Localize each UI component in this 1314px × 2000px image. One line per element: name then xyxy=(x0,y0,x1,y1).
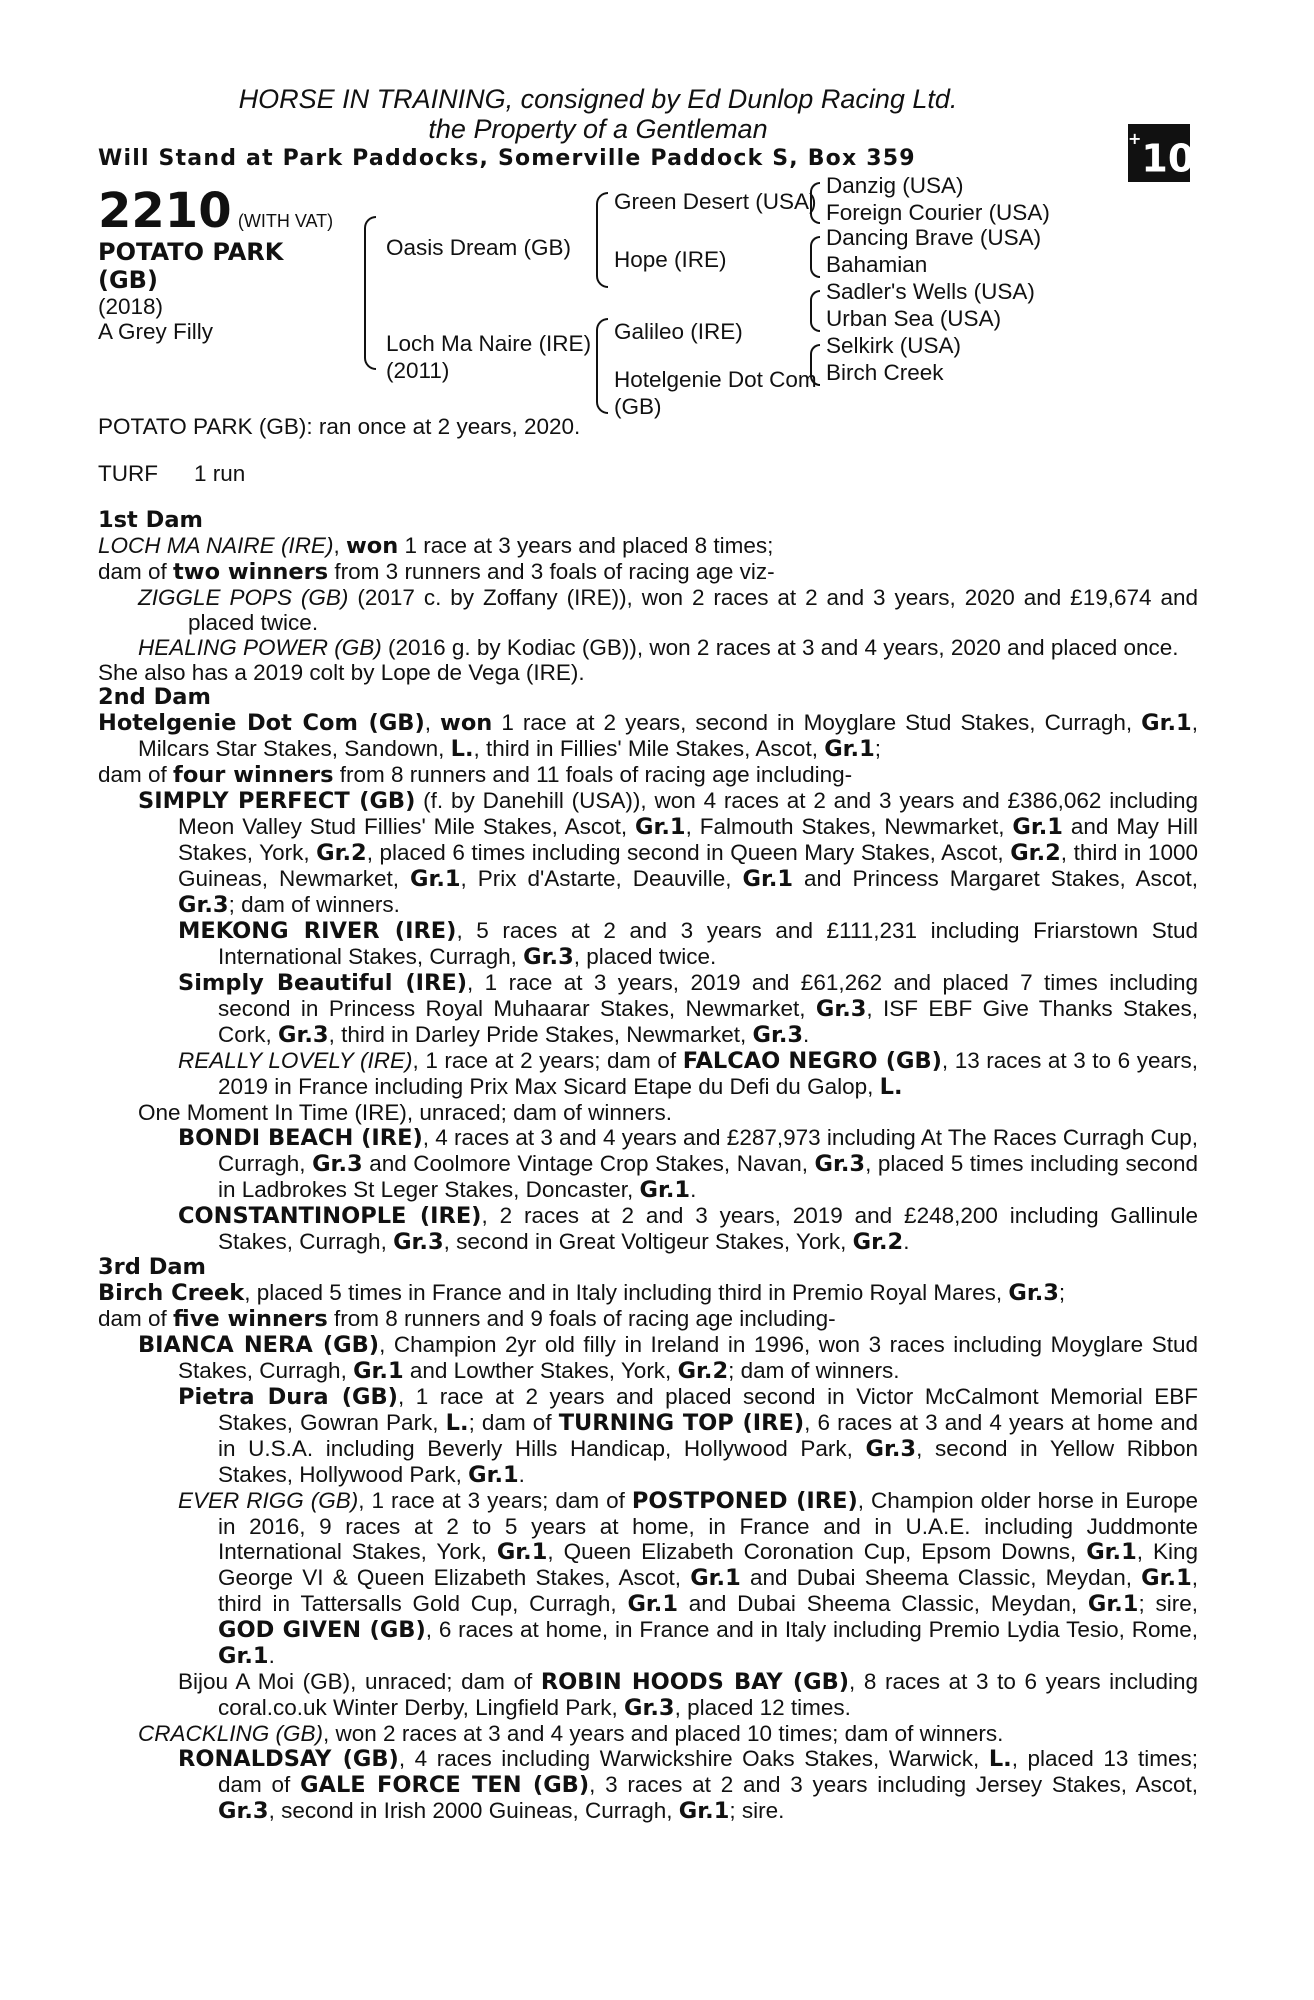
race-record-summary: POTATO PARK (GB): ran once at 2 years, 2020. xyxy=(98,414,581,439)
catalogue-page xyxy=(98,84,1199,1824)
text: , ISF EBF Give Thanks Stakes, Cork, xyxy=(218,996,1198,1047)
dd-sire: Selkirk (USA) xyxy=(826,333,962,358)
text: , second in Yellow Ribbon Stakes, Hollywood Park, xyxy=(218,1436,1198,1487)
ds-dam: Urban Sea (USA) xyxy=(826,306,1002,331)
dam xyxy=(386,330,591,384)
grade: Gr.1 xyxy=(468,1462,519,1488)
text: , 8 races at 3 to 6 years including coral.co.uk Winter Derby, Lingfield Park, xyxy=(218,1669,1198,1720)
text: , 4 races including Warwickshire Oaks Stakes, Warwick, xyxy=(398,1746,989,1771)
grade: Gr.3 xyxy=(752,1022,804,1048)
first-dam-produce xyxy=(98,559,1198,585)
dam-name: Loch Ma Naire (IRE) xyxy=(386,331,592,356)
text: , placed 5 times in France and in Italy including third in Premio Royal Mares, xyxy=(244,1280,1009,1305)
ds-sire: Sadler's Wells (USA) xyxy=(826,279,1035,304)
text: , 1 race at 3 years; dam of xyxy=(358,1488,632,1513)
lot-info xyxy=(98,184,333,344)
text: Bijou A Moi (GB), unraced; dam of xyxy=(178,1669,541,1694)
text: , Prix d'Astarte, Deauville, xyxy=(460,866,743,891)
grade: Gr.1 xyxy=(1087,1591,1139,1617)
text: ; dam of winners. xyxy=(228,892,400,917)
text: 1 race at 2 years, second in Moyglare Stud Stakes, Curragh, xyxy=(492,710,1142,735)
grade: Gr.1 xyxy=(1086,1539,1137,1565)
grade: Gr.3 xyxy=(312,1151,363,1177)
grade: Gr.3 xyxy=(278,1022,329,1048)
produce-entry xyxy=(98,1384,1198,1488)
grade: Gr.1 xyxy=(678,1798,730,1824)
second-dam-heading: 2nd Dam xyxy=(98,684,211,710)
horse-origin: (GB) xyxy=(98,266,158,294)
horse: MEKONG RIVER (IRE) xyxy=(178,918,457,944)
produce-entry xyxy=(98,635,1198,660)
third-dam-intro xyxy=(98,1280,1198,1306)
sd-sire: Dancing Brave (USA) xyxy=(826,225,1042,250)
ss-dam: Foreign Courier (USA) xyxy=(826,200,1050,225)
won: won xyxy=(345,533,399,559)
dam-name: LOCH MA NAIRE (IRE) xyxy=(98,533,334,558)
lot-number: 2210 xyxy=(98,183,232,239)
stand-line: Will Stand at Park Paddocks, Somerville Paddock S, Box 359 xyxy=(98,146,916,171)
grade: Gr.1 xyxy=(1141,710,1192,736)
text: , Milcars Star Stakes, Sandown, xyxy=(138,710,1198,761)
dam-dam xyxy=(614,366,817,420)
grade: Gr.1 xyxy=(824,736,875,762)
dam-dam-name: Hotelgenie Dot Com xyxy=(614,367,817,392)
badge-mark: + xyxy=(1128,129,1142,148)
sire-dam: Hope (IRE) xyxy=(614,247,727,272)
horse: GALE FORCE TEN (GB) xyxy=(300,1772,590,1798)
horse-description: A Grey Filly xyxy=(98,319,214,344)
brace-dd xyxy=(810,344,820,386)
winners: two winners xyxy=(173,559,329,585)
text: , 1 race at 3 years, 2019 and £61,262 and placed 7 times including second in Princess Royal Muhaarar Stakes, Newmarket, xyxy=(218,970,1199,1021)
text: , 2 races at 2 and 3 years, 2019 and £248,200 including Gallinule Stakes, Curragh, xyxy=(218,1203,1198,1254)
produce-entry xyxy=(98,788,1198,918)
text: , placed twice. xyxy=(573,944,717,969)
grade: L. xyxy=(988,1746,1012,1772)
dam-dam-origin: (GB) xyxy=(614,394,662,419)
produce-entry xyxy=(98,918,1198,970)
produce-entry xyxy=(98,585,1198,635)
text: from 8 runners and 11 foals of racing age including- xyxy=(333,762,853,787)
produce-entry xyxy=(98,1048,1198,1100)
dam-year: (2011) xyxy=(386,358,450,383)
grade: Gr.2 xyxy=(316,840,367,866)
grade: Gr.3 xyxy=(218,1798,269,1824)
horse: POSTPONED (IRE) xyxy=(631,1488,858,1514)
text: . xyxy=(803,1022,810,1047)
text: and Dubai Sheema Classic, Meydan, xyxy=(740,1565,1142,1590)
grade: Gr.1 xyxy=(635,814,686,840)
text: , 3 races at 2 and 3 years including Jersey Stakes, Ascot, xyxy=(589,1772,1198,1797)
second-dam-produce xyxy=(98,762,1198,788)
grade: Gr.2 xyxy=(1010,840,1061,866)
grade: Gr.1 xyxy=(1012,814,1063,840)
text: , second in Irish 2000 Guineas, Curragh, xyxy=(268,1798,679,1823)
text: , placed 5 times including second in Ladbrokes St Leger Stakes, Doncaster, xyxy=(218,1151,1198,1202)
brace-dam xyxy=(596,318,608,414)
text: , third in Fillies' Mile Stakes, Ascot, xyxy=(473,736,825,761)
horse: BIANCA NERA (GB) xyxy=(138,1332,380,1358)
grade: Gr.2 xyxy=(852,1229,904,1255)
text: and Coolmore Vintage Crop Stakes, Navan, xyxy=(362,1151,815,1176)
text: , 4 races at 3 and 4 years and £287,973 including At The Races Curragh Cup, Curragh, xyxy=(218,1125,1199,1176)
winners: five winners xyxy=(173,1306,328,1332)
grade: Gr.1 xyxy=(639,1177,691,1203)
grade: Gr.3 xyxy=(865,1436,917,1462)
produce-entry xyxy=(98,1332,1198,1384)
text: , third in Tattersalls Gold Cup, Curragh, xyxy=(218,1565,1198,1616)
won: won xyxy=(440,710,493,736)
horse: CONSTANTINOPLE (IRE) xyxy=(178,1203,482,1229)
winners: four winners xyxy=(173,762,334,788)
grade: Gr.3 xyxy=(624,1695,675,1721)
grade: Gr.1 xyxy=(742,866,794,892)
text: , Queen Elizabeth Coronation Cup, Epsom Downs, xyxy=(547,1539,1087,1564)
text: , 5 races at 2 and 3 years and £111,231 including Friarstown Stud International Stakes, Curragh, xyxy=(218,918,1198,969)
turf-record xyxy=(98,461,1198,486)
produce-entry xyxy=(98,1669,1198,1721)
grade: L. xyxy=(445,1410,469,1436)
first-dam-line: LOCH MA NAIRE (IRE), won 1 race at 3 years and placed 8 times; xyxy=(98,533,774,559)
horse: Birch Creek xyxy=(98,1280,245,1306)
horse: ROBIN HOODS BAY (GB) xyxy=(540,1669,850,1695)
grade: Gr.1 xyxy=(496,1539,548,1565)
text: , 6 races at 3 and 4 years at home and in U.S.A. including Beverly Hills Handicap, Hollywood Park, xyxy=(218,1410,1198,1461)
produce-entry xyxy=(98,1721,1198,1746)
text: . xyxy=(903,1229,910,1254)
pedigree-table xyxy=(98,173,1198,419)
grade: Gr.3 xyxy=(1008,1280,1059,1306)
consignor-line: HORSE IN TRAINING, consigned by Ed Dunlop Racing Ltd. xyxy=(238,84,958,114)
grade: Gr.2 xyxy=(677,1358,729,1384)
text: ; xyxy=(874,736,882,761)
text: , 13 races at 3 to 6 years, 2019 in France including Prix Max Sicard Etape du Defi du Galop, xyxy=(218,1048,1198,1099)
horse: GOD GIVEN (GB) xyxy=(218,1617,426,1643)
text: , Champion older horse in Europe in 2016, 9 races at 2 to 5 years at home, in France and in U.A.E. including Juddmonte International Stakes, York, xyxy=(218,1488,1198,1564)
produce-entry xyxy=(98,1746,1198,1824)
text: , 1 race at 2 years and placed second in Victor McCalmont Memorial EBF Stakes, Gowran Park, xyxy=(218,1384,1198,1435)
runs: 1 run xyxy=(194,461,246,486)
brace-sd xyxy=(810,236,820,278)
produce-entry xyxy=(98,1488,1198,1669)
text: , 1 race at 2 years; dam of xyxy=(412,1048,683,1073)
text: , Champion 2yr old filly in Ireland in 1996, won 3 races including Moyglare Stud Stakes, Curragh, xyxy=(178,1332,1198,1383)
first-dam-heading: 1st Dam xyxy=(98,507,203,533)
sire-sire: Green Desert (USA) xyxy=(614,189,817,214)
grade: Gr.3 xyxy=(523,944,574,970)
third-dam-heading: 3rd Dam xyxy=(98,1254,206,1280)
produce-entry xyxy=(98,1203,1198,1255)
text: from 8 runners and 9 foals of racing age including- xyxy=(327,1306,836,1331)
grade: L. xyxy=(879,1074,903,1100)
text: from 3 runners and 3 foals of racing age viz- xyxy=(328,559,775,584)
text: , placed 12 times. xyxy=(674,1695,851,1720)
sd-dam: Bahamian xyxy=(826,252,928,277)
horse: REALLY LOVELY (IRE) xyxy=(178,1048,413,1073)
text: , third in 1000 Guineas, Newmarket, xyxy=(178,840,1198,891)
lot-badge xyxy=(1128,124,1195,182)
horse: TURNING TOP (IRE) xyxy=(558,1410,805,1436)
horse: Simply Beautiful (IRE) xyxy=(178,970,468,996)
text: and May Hill Stakes, York, xyxy=(178,814,1198,865)
text: and Lowther Stakes, York, xyxy=(403,1358,678,1383)
catalogue-body xyxy=(98,414,1198,1824)
text: , Falmouth Stakes, Newmarket, xyxy=(685,814,1013,839)
second-dam-intro: Hotelgenie Dot Com (GB), won 1 race at 2 years, second in Moyglare Stud Stakes, Curragh, Gr.1, Milcars Star Stakes, Sandown, L., third in Fillies' Mile Stakes, Ascot, Gr.1; xyxy=(98,710,1198,762)
horse: Hotelgenie Dot Com (GB) xyxy=(98,710,425,736)
text: (f. by Danehill (USA)), won 4 races at 2 and 3 years and £386,062 including Meon Valley Stud Fillies' Mile Stakes, Ascot, xyxy=(178,788,1199,839)
surface: TURF xyxy=(98,461,158,486)
text: dam of xyxy=(98,559,174,584)
sire: Oasis Dream (GB) xyxy=(386,235,572,260)
horse: SIMPLY PERFECT (GB) xyxy=(138,788,416,814)
grade: Gr.1 xyxy=(409,866,461,892)
first-dam-note: She also has a 2019 colt by Lope de Vega (IRE). xyxy=(98,660,585,685)
produce-entry: One Moment In Time (IRE), unraced; dam of winners. xyxy=(138,1100,672,1125)
horse: CRACKLING (GB) xyxy=(138,1721,324,1746)
text: , second in Great Voltigeur Stakes, York, xyxy=(443,1229,853,1254)
grade: Gr.3 xyxy=(814,1151,866,1177)
ss-sire: Danzig (USA) xyxy=(826,173,964,198)
text: ; xyxy=(1058,1280,1066,1305)
horse-name: POTATO PARK xyxy=(98,238,284,266)
text: . xyxy=(268,1643,275,1668)
grade: L. xyxy=(450,736,474,762)
text: ; sire, xyxy=(1138,1591,1199,1616)
grade: Gr.1 xyxy=(353,1358,404,1384)
grade: Gr.1 xyxy=(690,1565,741,1591)
brace-main xyxy=(364,216,376,370)
dd-dam: Birch Creek xyxy=(826,360,944,385)
text: (2017 c. by Zoffany (IRE)), won 2 races at 2 and 3 years, 2020 and £19,674 and placed twice. xyxy=(188,585,1198,635)
text: dam of xyxy=(98,762,174,787)
grade: Gr.3 xyxy=(393,1229,444,1255)
text: , placed 6 times including second in Queen Mary Stakes, Ascot, xyxy=(366,840,1011,865)
produce-entry xyxy=(98,970,1198,1048)
text: 1 race at 3 years and placed 8 times; xyxy=(398,533,774,558)
text: ; sire. xyxy=(729,1798,785,1823)
third-dam-produce xyxy=(98,1306,1198,1332)
badge-number: 10 xyxy=(1141,136,1195,181)
text: and Princess Margaret Stakes, Ascot, xyxy=(793,866,1198,891)
text: and Dubai Sheema Classic, Meydan, xyxy=(678,1591,1088,1616)
horse: Pietra Dura (GB) xyxy=(178,1384,398,1410)
horse: ZIGGLE POPS (GB) xyxy=(138,585,349,610)
text: , third in Darley Pride Stakes, Newmarket, xyxy=(328,1022,753,1047)
brace-ds xyxy=(810,290,820,332)
grade: Gr.1 xyxy=(627,1591,679,1617)
text: ; dam of xyxy=(468,1410,559,1435)
foaling-year: (2018) xyxy=(98,294,164,319)
property-line: the Property of a Gentleman xyxy=(428,114,768,144)
text: . xyxy=(518,1462,525,1487)
vat-label: (WITH VAT) xyxy=(237,211,334,231)
horse: BONDI BEACH (IRE) xyxy=(178,1125,423,1151)
text: . xyxy=(690,1177,697,1202)
grade: Gr.3 xyxy=(178,892,229,918)
horse: EVER RIGG (GB) xyxy=(178,1488,359,1513)
grade: Gr.1 xyxy=(218,1643,269,1669)
text: dam of xyxy=(98,1306,174,1331)
dam-sire: Galileo (IRE) xyxy=(614,319,743,344)
text: , 6 races at home, in France and in Italy including Premio Lydia Tesio, Rome, xyxy=(425,1617,1199,1642)
text: (2016 g. by Kodiac (GB)), won 2 races at 3 and 4 years, 2020 and placed once. xyxy=(381,635,1179,660)
text: ; dam of winners. xyxy=(728,1358,900,1383)
grade: Gr.3 xyxy=(815,996,867,1022)
text: , placed 13 times; dam of xyxy=(218,1746,1198,1797)
text: , King George VI & Queen Elizabeth Stakes, Ascot, xyxy=(218,1539,1199,1590)
grade: Gr.1 xyxy=(1141,1565,1192,1591)
horse: HEALING POWER (GB) xyxy=(138,635,382,660)
horse: RONALDSAY (GB) xyxy=(178,1746,399,1772)
brace-sire xyxy=(596,192,608,288)
produce-entry xyxy=(98,1125,1198,1203)
horse: FALCAO NEGRO (GB) xyxy=(682,1048,942,1074)
text: , won 2 races at 3 and 4 years and placed 10 times; dam of winners. xyxy=(323,1721,1004,1746)
brace-ss xyxy=(810,182,820,224)
